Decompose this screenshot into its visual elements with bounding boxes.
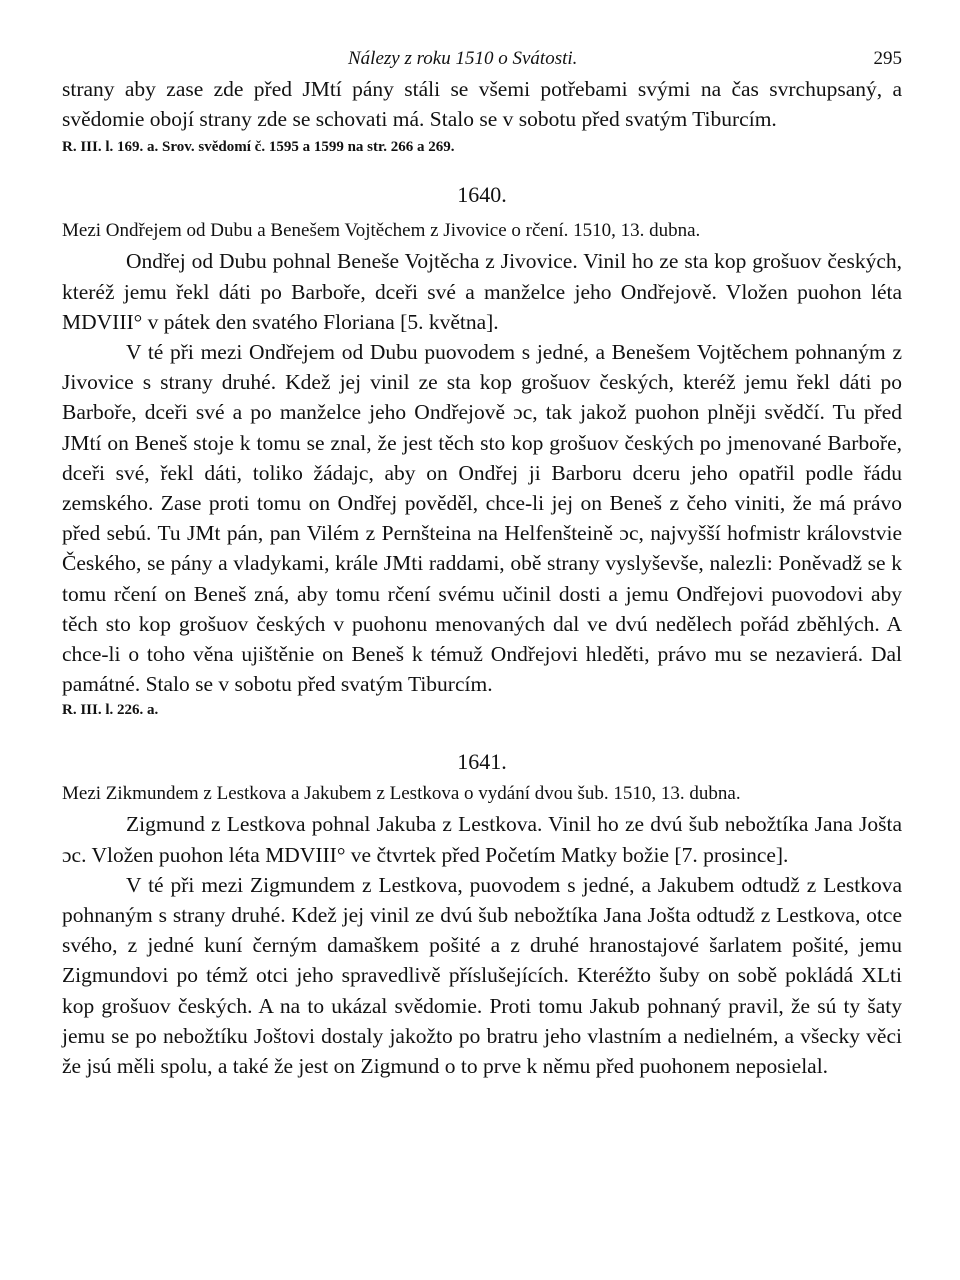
archival-reference: R. III. l. 169. a. Srov. svědomí č. 1595 a 1599 na str. 266 a 269. (62, 139, 455, 156)
entry-paragraph: V té při mezi Ondřejem od Dubu puovodem s jedné, a Benešem Vojtěchem pohnaným z Jivovice s strany druhé. Kdež jej vinil ze sta kop grošuov českých, kteréž jemu řekl dáti po Barboře, dceři své a po manželce jeho Ondřejově ɔc, tak jakož puohon plněji svědčí. Tu před JMtí on Beneš stoje k tomu se znal, že jest těch sto kop grošuov českých po jmenované Barboře, dceři své, řekl dáti, toliko žádajc, aby on Ondřej ji Barboru dceru jeho opatřil podle řádu zemského. Zase proti tomu on Ondřej pověděl, chce-li jej on Beneš z čeho viniti, že má právo před sebú. Tu JMt pán, pan Vilém z Pernšteina na Helfenšteině ɔc, najvyšší hofmistr královstvie Českého, se pány a vladykami, krále JMti raddami, obě strany vyslyševše, nalezli: Poněvadž se k tomu rčení on Beneš zná, aby tomu rčení svému učinil dosti a jemu Ondřejovi puovodovi aby těch sto kop grošuov českých v puohonu menovaných dal ve dvú nedělech pořád zběhlých. A chce-li o toho věna ujištěnie on Beneš k témuž Ondřejovi hleděti, právo mu se nezavierá. Dal památné. Stalo se v sobotu před svatým Tiburcím. (62, 340, 902, 697)
continuation-paragraph: strany aby zase zde před JMtí pány stáli se všemi potřebami svými na čas svrchupsaný, a svědomie obojí strany zde se schovati má. Stalo se v sobotu před svatým Tiburcím. (62, 77, 902, 132)
entry-heading: Mezi Zikmundem z Lestkova a Jakubem z Lestkova o vydání dvou šub. 1510, 13. dubna. (62, 783, 741, 805)
page-number: 295 (873, 48, 902, 69)
running-title: Nálezy z roku 1510 o Svátosti. (348, 48, 578, 69)
document-page (62, 44, 902, 1081)
entry-1640 (62, 180, 902, 721)
entry-paragraph: V té při mezi Zigmundem z Lestkova, puovodem s jedné, a Jakubem odtudž z Lestkova pohnaným s strany druhé. Kdež jej vinil ze dvú šub nebožtíka Jana Jošta odtudž z Lestkova, otce svého, z jedné kuní černým damaškem pošité a z druhé hranostajové šarlatem pošité, jemu Zigmundovi po témž otci jeho spravedlivě příslušejících. Kteréžto šuby on sobě pokládá XLti kop grošuov českých. A na to ukázal svědomie. Proti tomu Jakub pohnaný pravil, že sú ty šaty jemu se po nebožtíku Joštovi dostaly jakožto po bratru jeho vlastním a nedielném, a všecky věci že jsú měli spolu, a také že jest on Zigmund o to prve k němu před puohonem neposielal. (62, 872, 902, 1079)
entry-1641 (62, 747, 902, 1081)
entry-paragraph: Ondřej od Dubu pohnal Beneše Vojtěcha z Jivovice. Vinil ho ze sta kop grošuov českých, kteréž jemu řekl dáti po Barboře, dceři své a manželce jeho Ondřejově. Vložen puohon léta MDVIII° v pátek den svatého Floriana [5. května]. (62, 249, 902, 334)
entry-number: 1641. (457, 749, 507, 775)
entry-paragraph: Zigmund z Lestkova pohnal Jakuba z Lestkova. Vinil ho ze dvú šub nebožtíka Jana Jošta ɔc. Vložen puohon léta MDVIII° ve čtvrtek před Početím Matky božie [7. prosince]. (62, 812, 902, 867)
entry-heading: Mezi Ondřejem od Dubu a Benešem Vojtěchem z Jivovice o rčení. 1510, 13. dubna. (62, 220, 701, 242)
archival-reference: R. III. l. 226. a. (62, 702, 159, 719)
running-header (62, 44, 902, 74)
entry-number: 1640. (457, 182, 507, 208)
